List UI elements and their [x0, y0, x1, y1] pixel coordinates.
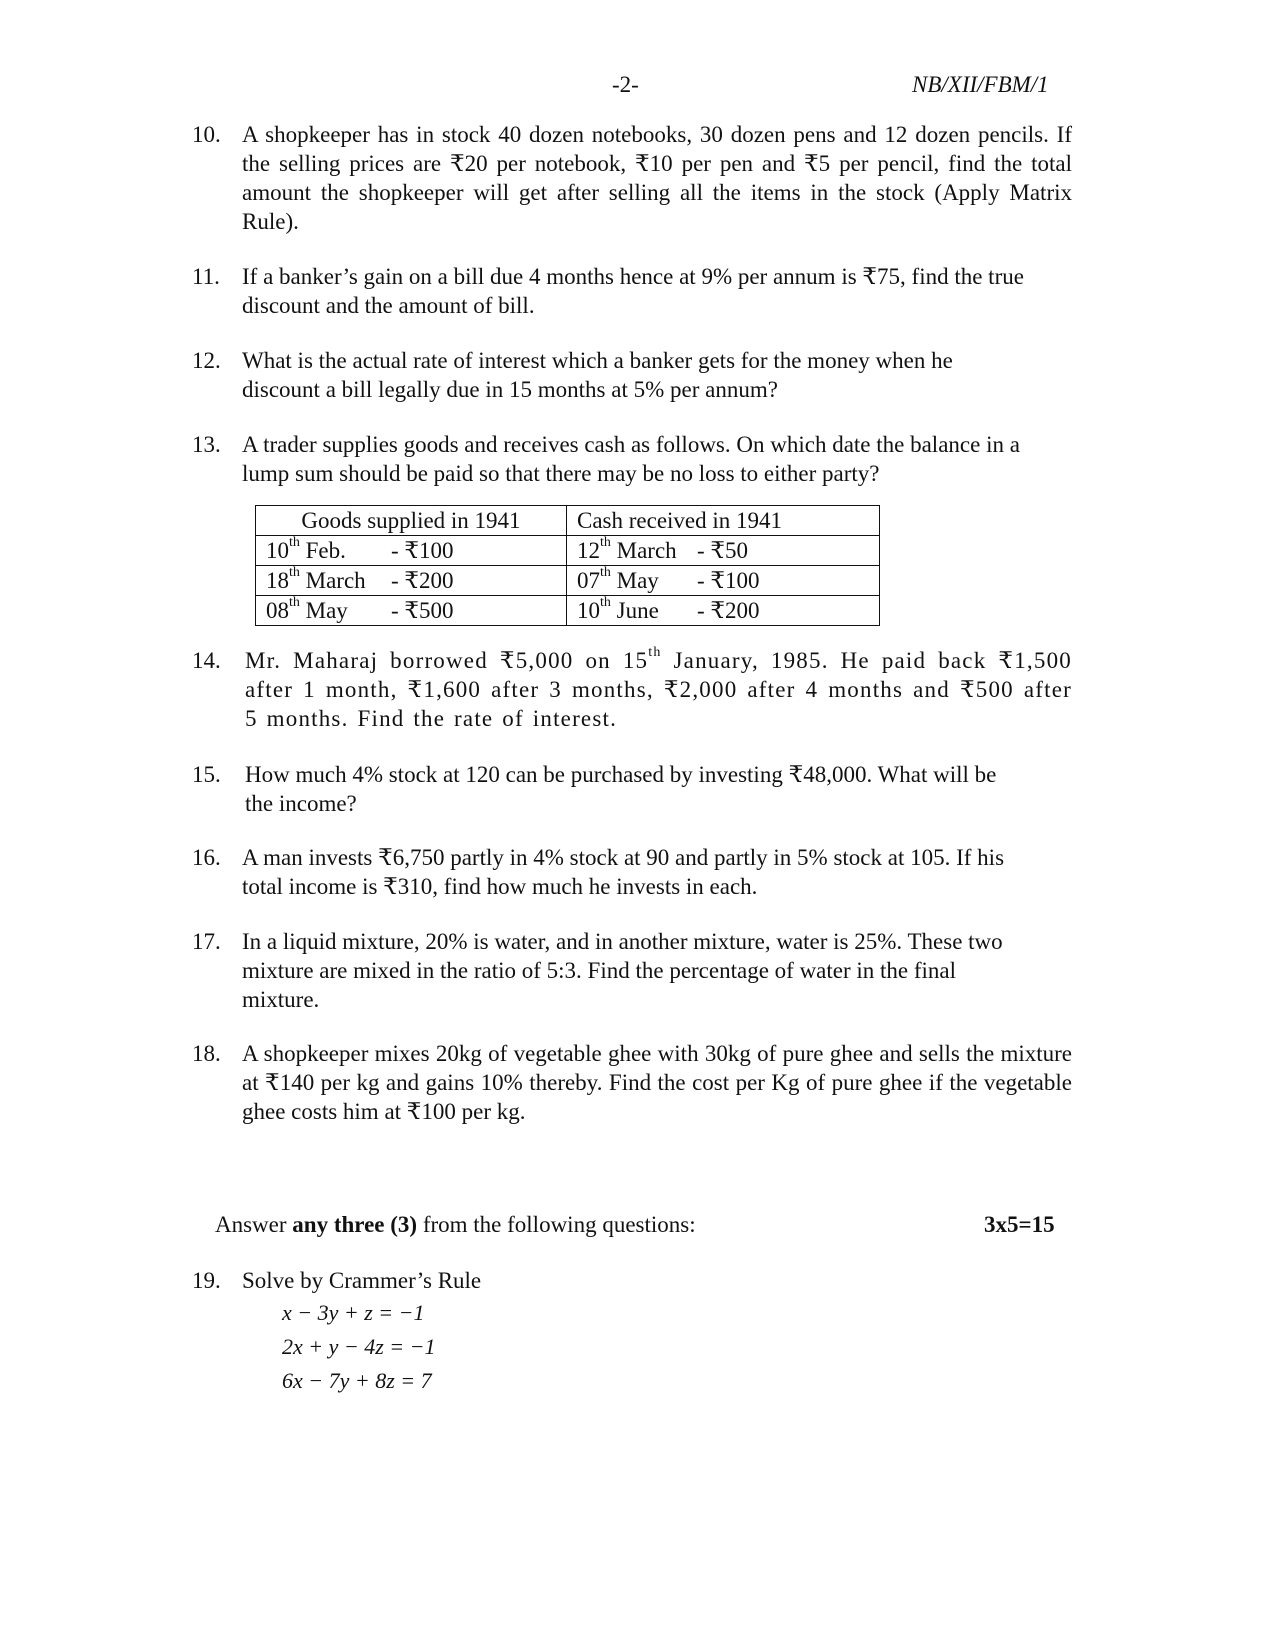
table-cell: 10th June - ₹200: [567, 596, 880, 626]
question-number: 16.: [192, 845, 221, 870]
table-row: [256, 566, 880, 596]
question-number: 12.: [192, 348, 221, 373]
question-number: 19.: [192, 1268, 221, 1293]
question-10: [192, 120, 1072, 236]
column-header: Cash received in 1941: [567, 506, 880, 536]
question-text: What is the actual rate of interest which a banker gets for the money when he discount a bill legally due in 15 months at 5% per annum?: [242, 348, 953, 402]
question-number: 10.: [192, 122, 221, 147]
question-text: In a liquid mixture, 20% is water, and in another mixture, water is 25%. These two mixture are mixed in the ratio of 5:3. Find the percentage of water in the final mixture.: [242, 929, 1003, 1012]
question-15: [192, 760, 1072, 818]
question-13: [192, 430, 1072, 488]
question-number: 15.: [192, 762, 221, 787]
question-text: Mr. Maharaj borrowed ₹5,000 on 15th January, 1985. He paid back ₹1,500 after 1 month, ₹1,600 after 3 months, ₹2,000 after 4 months and ₹500 after 5 months. Find the rate of interest.: [245, 645, 1072, 731]
question-text: How much 4% stock at 120 can be purchased by investing ₹48,000. What will be the income?: [245, 762, 997, 816]
table-row: [256, 596, 880, 626]
table-row: [256, 536, 880, 566]
section-marks: 3x5=15: [984, 1212, 1055, 1237]
question-number: 14.: [192, 648, 221, 673]
question-number: 11.: [192, 264, 220, 289]
column-header: Goods supplied in 1941: [256, 506, 567, 536]
table-cell: 08th May - ₹500: [256, 596, 567, 626]
page-number: -2-: [612, 72, 639, 97]
question-17: [192, 927, 1072, 1014]
question-text: A shopkeeper has in stock 40 dozen notebooks, 30 dozen pens and 12 dozen pencils. If the selling prices are ₹20 per notebook, ₹10 per pen and ₹5 per pencil, find the total amount the shopkeeper will get after selling all the items in the stock (Apply Matrix Rule).: [242, 122, 1072, 234]
table-cell: 07th May - ₹100: [567, 566, 880, 596]
question-number: 17.: [192, 929, 221, 954]
table-cell: 12th March - ₹50: [567, 536, 880, 566]
equation-1: x − 3y + z = −1: [282, 1300, 425, 1325]
table-cell: 10th Feb. - ₹100: [256, 536, 567, 566]
question-text: Solve by Crammer’s Rule: [242, 1268, 482, 1293]
table-header-row: [256, 506, 880, 536]
paper-code: NB/XII/FBM/1: [912, 72, 1049, 97]
section-instruction: Answer any three (3) from the following questions:: [215, 1212, 696, 1237]
question-text: A trader supplies goods and receives cash as follows. On which date the balance in a lump sum should be paid so that there may be no loss to either party?: [242, 432, 1020, 486]
goods-cash-table: [255, 505, 880, 626]
question-11: [192, 262, 1072, 320]
table-cell: 18th March - ₹200: [256, 566, 567, 596]
question-18: [192, 1039, 1072, 1126]
question-text: A shopkeeper mixes 20kg of vegetable ghee with 30kg of pure ghee and sells the mixture at ₹140 per kg and gains 10% thereby. Find the cost per Kg of pure ghee if the vegetable ghee costs him at ₹100 per kg.: [242, 1041, 1072, 1124]
question-text: A man invests ₹6,750 partly in 4% stock at 90 and partly in 5% stock at 105. If his total income is ₹310, find how much he invests in each.: [242, 845, 1005, 899]
question-14: [192, 646, 1072, 733]
question-number: 18.: [192, 1041, 221, 1066]
question-12: [192, 346, 1072, 404]
question-text: If a banker’s gain on a bill due 4 months hence at 9% per annum is ₹75, find the true discount and the amount of bill.: [242, 264, 1024, 318]
question-19: [192, 1266, 1072, 1295]
question-16: [192, 843, 1072, 901]
question-number: 13.: [192, 432, 221, 457]
equation-2: 2x + y − 4z = −1: [282, 1334, 436, 1359]
equation-3: 6x − 7y + 8z = 7: [282, 1368, 432, 1393]
